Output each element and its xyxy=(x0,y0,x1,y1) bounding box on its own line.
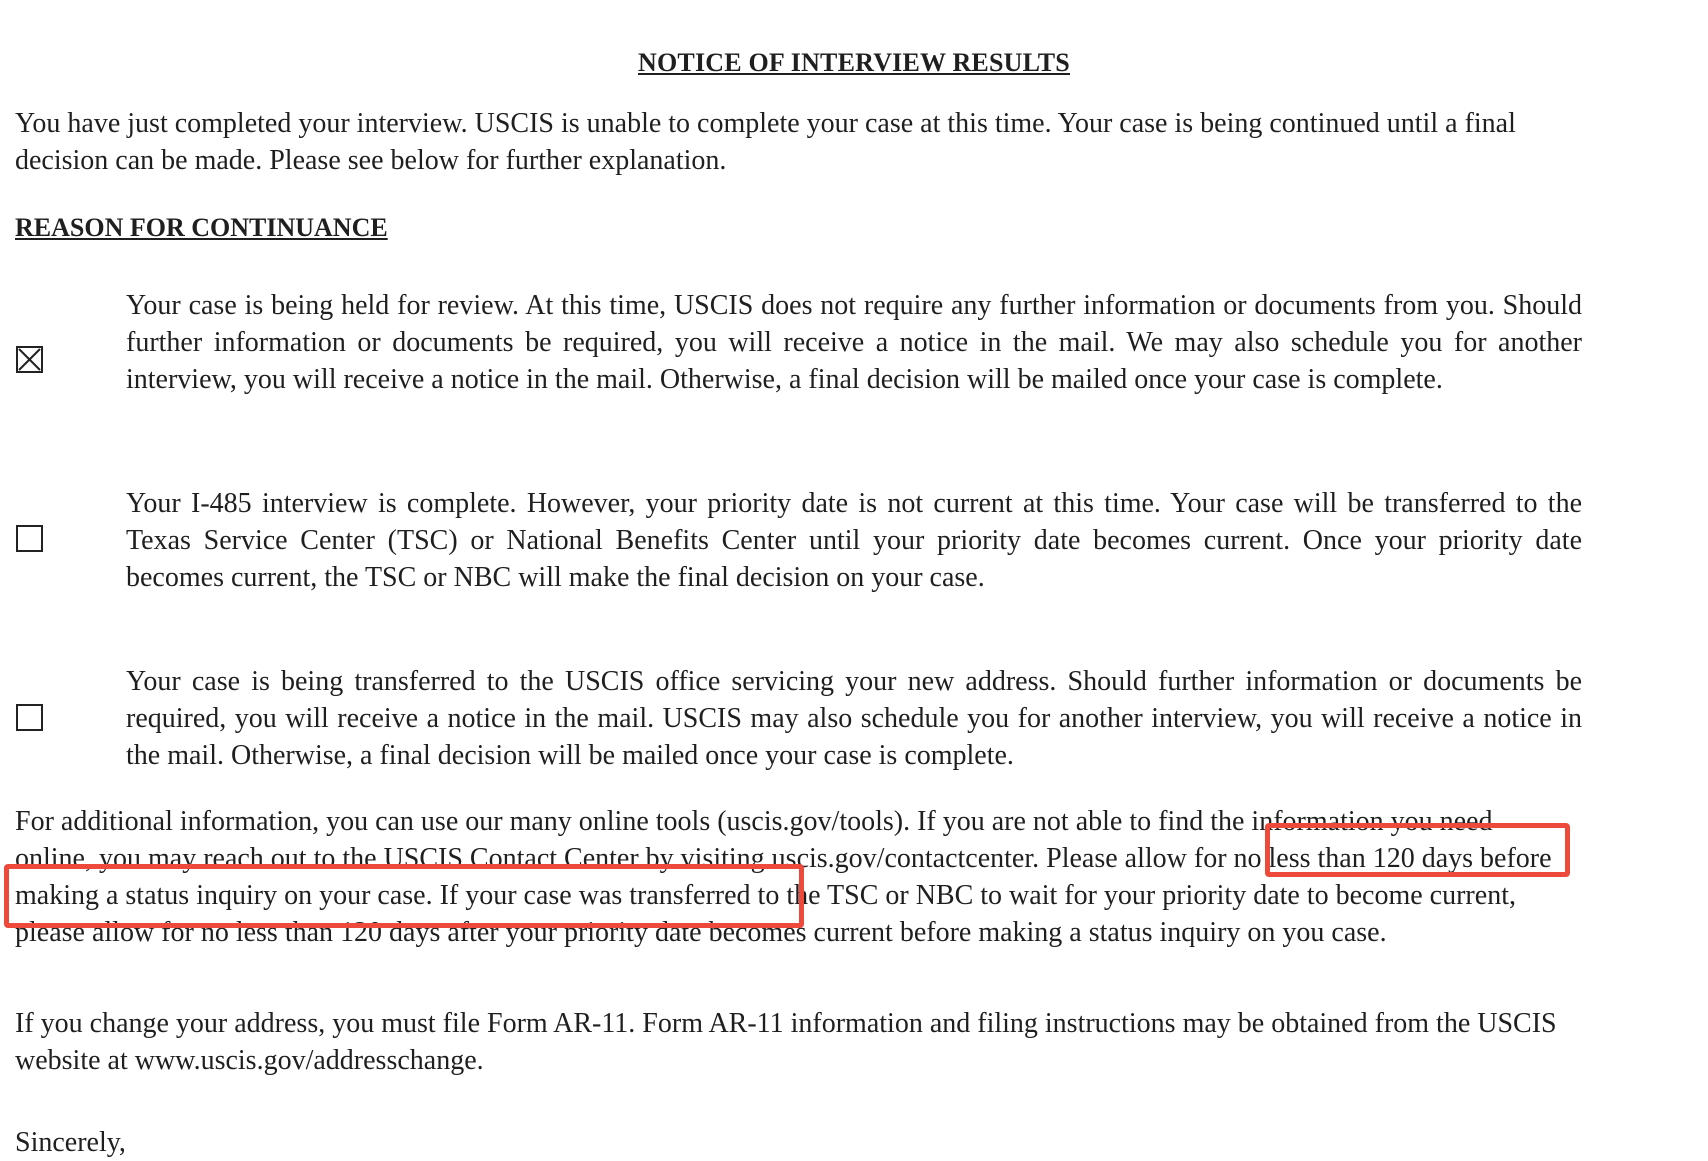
option-2-text: Your I-485 interview is complete. However, your priority date is not current at this time. Your case will be transferred to the Texas Service Center (TSC) or National Benefits Center until your priority date becomes current. Once your priority date becomes current, the TSC or NBC will make the final decision on your case. xyxy=(126,488,1582,593)
option-3-checkbox xyxy=(16,704,43,731)
closing: Sincerely, xyxy=(15,1127,126,1158)
address-change-paragraph: If you change your address, you must file Form AR-11. Form AR-11 information and filing instructions may be obtained from the USCIS website at www.uscis.gov/addresschange. xyxy=(15,1008,1557,1076)
check-x-icon xyxy=(18,348,41,371)
option-1-text: Your case is being held for review. At this time, USCIS does not require any further information or documents from you. Should further information or documents be required, you will receive a notice in the mail. We may also schedule you for another interview, you will receive a notice in the mail. Otherwise, a final decision will be mailed once your case is complete. xyxy=(126,290,1582,395)
option-3-text: Your case is being transferred to the USCIS office servicing your new address. Should further information or documents be required, you will receive a notice in the mail. USCIS may also schedule you for another interview, you will receive a notice in the mail. Otherwise, a final decision will be mailed once your case is complete. xyxy=(126,666,1582,771)
additional-info-paragraph: For additional information, you can use our many online tools (uscis.gov/tools). If you are not able to find the information you need online, you may reach out to the USCIS Contact Center by visiting uscis.gov/contactcenter. Please allow for no less than 120 days before making a status inquiry on your case. If your case was transferred to the TSC or NBC to wait for your priority date to become current, please allow for no less than 120 days after your priority date becomes current before making a status inquiry on you case. xyxy=(15,806,1552,948)
notice-title: NOTICE OF INTERVIEW RESULTS xyxy=(638,48,1070,77)
option-1-checkbox-checked xyxy=(16,346,43,373)
intro-paragraph: You have just completed your interview. USCIS is unable to complete your case at this time. Your case is being continued until a final decision can be made. Please see below for further explanation. xyxy=(15,108,1516,176)
section-heading: REASON FOR CONTINUANCE xyxy=(15,213,388,242)
option-2-checkbox xyxy=(16,525,43,552)
